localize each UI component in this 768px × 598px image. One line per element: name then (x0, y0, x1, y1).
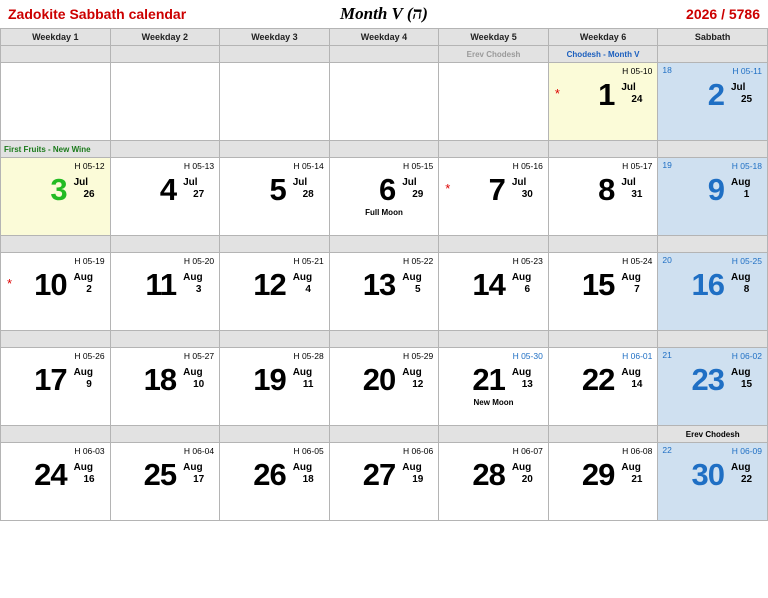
gregorian-month: Jul (511, 177, 527, 188)
gregorian-day: 9 (86, 379, 92, 390)
day-body (220, 174, 329, 206)
day-cell[interactable] (110, 348, 220, 426)
annotation-row (1, 141, 768, 158)
day-cell[interactable] (548, 253, 658, 331)
day-cell[interactable] (1, 253, 111, 331)
day-body (549, 79, 658, 111)
gregorian-date (74, 364, 104, 391)
gregorian-day: 18 (302, 474, 314, 485)
gregorian-day: 31 (631, 189, 643, 200)
day-cell[interactable] (548, 443, 658, 521)
column-header-weekday-6: Weekday 6 (548, 29, 658, 46)
empty-cell (220, 63, 330, 141)
day-cell[interactable] (658, 443, 768, 521)
day-number: 17 (34, 362, 67, 397)
day-body (111, 269, 220, 301)
day-body (439, 364, 548, 396)
gregorian-day: 5 (414, 284, 421, 295)
annotation-cell (439, 331, 549, 348)
day-body (1, 459, 110, 491)
day-cell[interactable] (658, 253, 768, 331)
day-body (549, 364, 658, 396)
hebrew-date: H 05-17 (622, 161, 653, 171)
gregorian-date (293, 459, 323, 486)
gregorian-date (402, 459, 432, 486)
gregorian-date (731, 459, 761, 486)
gregorian-day: 28 (302, 189, 314, 200)
asterisk-icon: * (7, 276, 13, 291)
day-number: 16 (691, 267, 724, 302)
gregorian-month: Aug (731, 177, 751, 188)
day-number: 23 (691, 362, 724, 397)
hebrew-date: H 05-13 (183, 161, 215, 171)
calendar-title: Zadokite Sabbath calendar (8, 6, 187, 22)
gregorian-month: Aug (731, 367, 751, 378)
gregorian-date (512, 364, 542, 391)
gregorian-date (512, 269, 542, 296)
annotation-cell (1, 426, 111, 443)
day-number: 26 (253, 457, 286, 492)
hebrew-date: H 06-06 (403, 446, 434, 456)
day-number: 6 (379, 172, 396, 207)
day-number: 13 (362, 267, 396, 302)
day-number: 14 (472, 267, 505, 302)
gregorian-date (402, 174, 432, 201)
day-body (549, 269, 658, 301)
annotation-cell (658, 426, 768, 443)
day-body (658, 174, 767, 206)
gregorian-date (621, 459, 651, 486)
day-number: 18 (143, 362, 177, 397)
annotation-cell (439, 426, 549, 443)
empty-cell (329, 63, 439, 141)
annotation-cell (329, 236, 439, 253)
hebrew-date: H 05-10 (622, 66, 653, 76)
annotation-cell (658, 236, 768, 253)
gregorian-day: 15 (740, 379, 753, 390)
annotation-cell (329, 331, 439, 348)
day-number: 7 (488, 172, 505, 207)
hebrew-date: H 05-19 (74, 256, 105, 266)
annotation-label: Erev Chodesh (685, 429, 740, 439)
day-body (330, 174, 439, 206)
column-header-weekday-3: Weekday 3 (220, 29, 330, 46)
gregorian-month: Aug (73, 462, 94, 473)
hebrew-date: H 05-20 (183, 256, 215, 266)
hebrew-date: H 05-30 (512, 351, 543, 361)
day-body (439, 174, 548, 206)
day-number: 10 (34, 267, 67, 302)
asterisk-icon: * (554, 86, 560, 101)
hebrew-date: H 05-26 (74, 351, 105, 361)
hebrew-date: H 05-29 (403, 351, 434, 361)
annotation-cell (439, 46, 549, 63)
annotation-row (1, 46, 768, 63)
day-body (111, 364, 220, 396)
gregorian-month: Aug (183, 367, 203, 378)
gregorian-day: 11 (302, 379, 314, 390)
day-body (220, 364, 329, 396)
day-body (658, 269, 767, 301)
annotation-cell (329, 141, 439, 158)
hebrew-date: H 06-09 (731, 446, 762, 456)
hebrew-date: H 06-02 (731, 351, 762, 361)
column-header-sabbath: Sabbath (658, 29, 768, 46)
annotation-cell (329, 46, 439, 63)
gregorian-date (183, 459, 213, 486)
hebrew-date: H 05-18 (731, 161, 762, 171)
annotation-cell (110, 236, 220, 253)
gregorian-month: Aug (183, 462, 203, 473)
annotation-cell (1, 46, 111, 63)
calendar-table (0, 28, 768, 521)
hebrew-date: H 06-07 (512, 446, 543, 456)
gregorian-month: Jul (183, 177, 198, 188)
hebrew-date: H 05-28 (293, 351, 324, 361)
day-cell[interactable] (329, 443, 439, 521)
empty-cell (1, 63, 111, 141)
column-header-weekday-4: Weekday 4 (329, 29, 439, 46)
sabbath-count: 19 (662, 160, 672, 170)
sabbath-count: 18 (662, 65, 672, 75)
day-cell[interactable] (220, 158, 330, 236)
gregorian-month: Aug (183, 272, 203, 283)
day-body (1, 174, 110, 206)
week-row (1, 63, 768, 141)
day-number: 15 (581, 267, 615, 302)
gregorian-month: Aug (292, 367, 313, 378)
day-number: 24 (34, 457, 67, 492)
annotation-cell (110, 141, 220, 158)
gregorian-date (293, 364, 323, 391)
gregorian-month: Aug (292, 462, 313, 473)
gregorian-month: Aug (402, 462, 422, 473)
annotation-cell (110, 426, 220, 443)
annotation-cell (220, 236, 330, 253)
day-cell[interactable] (658, 63, 768, 141)
hebrew-date: H 06-08 (622, 446, 653, 456)
annotation-label: Erev Chodesh (466, 49, 521, 59)
annotation-cell (658, 46, 768, 63)
day-body (658, 459, 767, 491)
column-header-weekday-1: Weekday 1 (1, 29, 111, 46)
gregorian-month: Aug (73, 367, 94, 378)
gregorian-day: 27 (193, 189, 205, 200)
gregorian-date (621, 364, 651, 391)
day-cell[interactable] (220, 443, 330, 521)
gregorian-day: 21 (631, 474, 643, 485)
gregorian-day: 30 (521, 189, 533, 200)
gregorian-date (183, 269, 213, 296)
day-number: 25 (143, 457, 177, 492)
gregorian-day: 25 (740, 94, 753, 105)
day-number: 1 (598, 77, 615, 112)
annotation-label: First Fruits - New Wine (4, 144, 91, 154)
gregorian-month: Aug (731, 462, 751, 473)
gregorian-day: 12 (412, 379, 424, 390)
day-number: 19 (253, 362, 286, 397)
gregorian-month: Jul (402, 177, 417, 188)
annotation-cell (1, 141, 111, 158)
day-body (1, 364, 110, 396)
gregorian-day: 6 (524, 284, 531, 295)
day-body (220, 459, 329, 491)
day-body (549, 174, 658, 206)
hebrew-date: H 05-21 (293, 256, 324, 266)
gregorian-month: Aug (621, 272, 641, 283)
gregorian-day: 3 (195, 284, 202, 295)
gregorian-date (512, 174, 542, 201)
annotation-cell (1, 331, 111, 348)
annotation-cell (220, 426, 330, 443)
day-number: 5 (269, 172, 286, 207)
hebrew-date: H 06-04 (183, 446, 215, 456)
gregorian-date (621, 79, 651, 106)
gregorian-date (731, 79, 761, 106)
gregorian-month: Aug (731, 272, 751, 283)
gregorian-day: 1 (743, 189, 750, 200)
gregorian-date (731, 269, 761, 296)
gregorian-day: 29 (412, 189, 424, 200)
calendar-body (1, 46, 768, 521)
day-number: 9 (707, 172, 724, 207)
gregorian-day: 22 (740, 474, 753, 485)
gregorian-day: 13 (521, 379, 533, 390)
hebrew-date: H 05-23 (512, 256, 543, 266)
hebrew-date: H 05-22 (403, 256, 434, 266)
annotation-cell (110, 46, 220, 63)
day-cell[interactable] (220, 348, 330, 426)
day-number: 21 (472, 362, 505, 397)
gregorian-date (621, 269, 651, 296)
hebrew-date: H 05-16 (512, 161, 543, 171)
gregorian-date (731, 174, 761, 201)
week-row (1, 348, 768, 426)
day-cell[interactable] (110, 253, 220, 331)
empty-cell (439, 63, 549, 141)
day-cell[interactable] (110, 158, 220, 236)
column-header-weekday-5: Weekday 5 (439, 29, 549, 46)
day-body (1, 269, 110, 301)
day-cell[interactable] (439, 443, 549, 521)
gregorian-date (293, 269, 323, 296)
day-body (111, 174, 220, 206)
gregorian-day: 4 (305, 284, 311, 295)
day-cell[interactable] (548, 348, 658, 426)
gregorian-day: 19 (412, 474, 424, 485)
annotation-cell (110, 331, 220, 348)
day-cell[interactable] (1, 158, 111, 236)
gregorian-date (293, 174, 323, 201)
asterisk-icon: * (445, 181, 451, 196)
gregorian-month: Jul (621, 177, 636, 188)
day-cell[interactable] (1, 348, 111, 426)
day-body (111, 459, 220, 491)
day-number: 29 (581, 457, 615, 492)
gregorian-day: 8 (743, 284, 750, 295)
day-number: 28 (472, 457, 505, 492)
day-cell[interactable] (110, 443, 220, 521)
day-cell[interactable] (220, 253, 330, 331)
sabbath-count: 21 (662, 350, 672, 360)
hebrew-date: H 05-24 (622, 256, 653, 266)
day-number: 30 (691, 457, 724, 492)
calendar-header (0, 0, 768, 28)
annotation-cell (220, 46, 330, 63)
column-header-weekday-2: Weekday 2 (110, 29, 220, 46)
gregorian-month: Aug (621, 367, 641, 378)
annotation-cell (548, 426, 658, 443)
hebrew-date: H 06-01 (622, 351, 653, 361)
annotation-cell (220, 141, 330, 158)
gregorian-month: Aug (402, 272, 422, 283)
day-body (549, 459, 658, 491)
day-cell[interactable] (439, 158, 549, 236)
gregorian-month: Jul (621, 82, 636, 93)
hebrew-date: H 06-03 (74, 446, 105, 456)
gregorian-day: 24 (631, 94, 643, 105)
gregorian-day: 20 (521, 474, 533, 485)
gregorian-date (183, 364, 213, 391)
day-number: 12 (253, 267, 286, 302)
hebrew-date: H 06-05 (293, 446, 324, 456)
day-cell[interactable] (658, 348, 768, 426)
gregorian-date (402, 364, 432, 391)
annotation-cell (658, 141, 768, 158)
gregorian-month: Jul (292, 177, 308, 188)
annotation-label: Chodesh - Month V (566, 49, 640, 59)
gregorian-month: Aug (511, 462, 532, 473)
gregorian-date (731, 364, 761, 391)
annotation-cell (439, 141, 549, 158)
day-cell[interactable] (439, 253, 549, 331)
annotation-row (1, 426, 768, 443)
gregorian-date (74, 174, 104, 201)
hebrew-date: H 05-27 (183, 351, 215, 361)
gregorian-month: Jul (731, 82, 746, 93)
moon-note: Full Moon (365, 208, 403, 217)
annotation-cell (548, 331, 658, 348)
sabbath-count: 20 (662, 255, 672, 265)
gregorian-month: Aug (511, 367, 532, 378)
day-cell[interactable] (1, 443, 111, 521)
gregorian-date (621, 174, 651, 201)
gregorian-day: 2 (86, 284, 92, 295)
hebrew-date: H 05-15 (403, 161, 434, 171)
empty-cell (110, 63, 220, 141)
annotation-cell (658, 331, 768, 348)
day-body (658, 364, 767, 396)
gregorian-date (512, 459, 542, 486)
annotation-cell (548, 141, 658, 158)
hebrew-date: H 05-14 (293, 161, 324, 171)
gregorian-day: 7 (634, 284, 640, 295)
day-cell[interactable] (329, 253, 439, 331)
annotation-row (1, 236, 768, 253)
week-row (1, 253, 768, 331)
year-label: 2026 / 5786 (686, 6, 760, 22)
weekday-header-row (1, 29, 768, 46)
day-number: 8 (598, 172, 615, 207)
annotation-cell (439, 236, 549, 253)
day-cell[interactable] (329, 158, 439, 236)
day-cell[interactable] (658, 158, 768, 236)
annotation-cell (329, 426, 439, 443)
day-cell[interactable] (548, 63, 658, 141)
day-body (439, 459, 548, 491)
day-number: 20 (362, 362, 396, 397)
month-title: Month V (ה) (340, 4, 428, 23)
sabbath-count: 22 (662, 445, 672, 455)
day-body (658, 79, 767, 111)
day-cell[interactable] (329, 348, 439, 426)
gregorian-day: 17 (193, 474, 205, 485)
gregorian-date (74, 269, 104, 296)
gregorian-month: Aug (73, 272, 94, 283)
day-body (330, 269, 439, 301)
gregorian-month: Aug (292, 272, 313, 283)
gregorian-date (183, 174, 213, 201)
day-number: 27 (362, 457, 396, 492)
day-body (330, 459, 439, 491)
hebrew-date: H 05-12 (74, 161, 105, 171)
day-number: 3 (50, 172, 67, 207)
gregorian-day: 26 (83, 189, 95, 200)
gregorian-month: Aug (511, 272, 532, 283)
annotation-cell (220, 331, 330, 348)
gregorian-day: 16 (83, 474, 95, 485)
day-number: 11 (145, 267, 177, 302)
day-cell[interactable] (548, 158, 658, 236)
day-number: 4 (159, 172, 177, 207)
week-row (1, 443, 768, 521)
gregorian-date (402, 269, 432, 296)
week-row (1, 158, 768, 236)
day-cell[interactable] (439, 348, 549, 426)
gregorian-month: Jul (73, 177, 89, 188)
day-body (330, 364, 439, 396)
moon-note: New Moon (473, 398, 514, 407)
hebrew-date: H 05-11 (732, 66, 762, 76)
annotation-row (1, 331, 768, 348)
gregorian-date (74, 459, 104, 486)
annotation-cell (1, 236, 111, 253)
day-body (220, 269, 329, 301)
gregorian-day: 10 (193, 379, 205, 390)
annotation-cell (548, 46, 658, 63)
gregorian-month: Aug (621, 462, 641, 473)
gregorian-day: 14 (631, 379, 643, 390)
day-number: 2 (707, 77, 724, 112)
annotation-cell (548, 236, 658, 253)
day-body (439, 269, 548, 301)
day-number: 22 (581, 362, 615, 397)
gregorian-month: Aug (402, 367, 422, 378)
hebrew-date: H 05-25 (731, 256, 762, 266)
